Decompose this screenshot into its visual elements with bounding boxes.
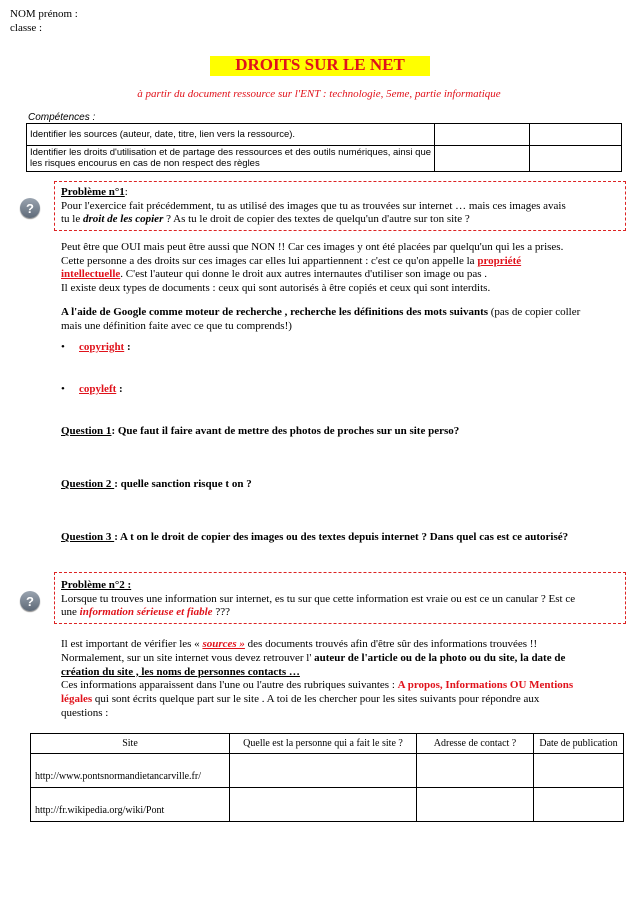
site-url: http://fr.wikipedia.org/wiki/Pont xyxy=(31,788,230,822)
text-span: Il est important de vérifier les « xyxy=(61,638,203,650)
table-header: Date de publication xyxy=(534,734,624,754)
text-span: : xyxy=(116,383,123,395)
text-span: A l'aide de Google comme moteur de recherche , recherche les définitions des mots suivants xyxy=(61,306,489,318)
text-span: auteur de l'article ou de la photo ou du site, la date de xyxy=(314,651,566,664)
table-row xyxy=(31,754,624,788)
text-span: : xyxy=(124,341,131,353)
probleme1-title: Problème n°1 xyxy=(61,186,125,198)
probleme2-title: Problème n°2 : xyxy=(61,579,132,591)
para-line: création du site , les noms de personnes contacts … xyxy=(61,665,300,678)
competence-text: Identifier les droits d'utilisation et de partage des ressources et des outils numériques, ainsi que les risques encourus en cas de non respect des règles xyxy=(27,146,435,172)
bullet-copyright xyxy=(61,341,131,354)
paragraph-droits xyxy=(61,241,563,295)
text-span: qui sont écrits quelque part sur le site . A toi de les chercher pour les sites suivants pour répondre aux xyxy=(92,693,540,706)
copyright-term: copyright xyxy=(79,341,125,353)
text-span: ? As tu le droit de copier des textes de quelqu'un d'autre sur ton site ? xyxy=(163,213,470,225)
text-span: . C'est l'auteur qui donne le droit aux autres internautes d'utiliser son image ou pas . xyxy=(120,268,487,280)
text-span: Cette personne a des droits sur ces images car elles lui appartiennent : c'est ce qu'on appelle la xyxy=(61,254,478,267)
text-span: tu le xyxy=(61,213,83,225)
table-cell xyxy=(230,788,417,822)
intellectuelle-text: intellectuelle xyxy=(61,268,121,280)
table-cell xyxy=(230,754,417,788)
competence-text: Identifier les sources (auteur, date, titre, lien vers la ressource). xyxy=(27,124,435,146)
table-cell xyxy=(534,754,624,788)
probleme2-line1: Lorsque tu trouves une information sur internet, es tu sur que cette information est vraie ou est ce un canular ? Est ce xyxy=(61,593,576,605)
probleme1-box xyxy=(54,181,626,231)
page-subtitle: à partir du document ressource sur l'ENT : technologie, 5eme, partie informatique xyxy=(137,88,501,100)
question-1 xyxy=(61,425,459,438)
competence-cell xyxy=(435,146,529,172)
paragraph-sources xyxy=(61,638,573,721)
info-fiable-text: information sérieuse et fiable xyxy=(79,606,213,618)
text-span: une xyxy=(61,606,80,618)
para-line: Il existe deux types de documents : ceux qui sont autorisés à être copiés et ceux qui sont interdits. xyxy=(61,281,491,294)
para-line: questions : xyxy=(61,706,109,719)
question-2 xyxy=(61,478,252,491)
probleme1-line1: Pour l'exercice fait précédemment, tu as utilisé des images que tu as trouvées sur internet … mais ces images avais xyxy=(61,200,566,212)
question-label: Question 2 xyxy=(61,478,115,490)
question-text: : quelle sanction risque t on ? xyxy=(114,478,252,490)
text-span: ??? xyxy=(212,606,230,618)
bullet-icon: • xyxy=(61,341,65,353)
propriete-text: propriété xyxy=(477,254,522,267)
competence-cell xyxy=(435,124,529,146)
table-header: Quelle est la personne qui a fait le site ? xyxy=(230,734,417,754)
question-text: : A t on le droit de copier des images ou des textes depuis internet ? Dans quel cas est ce autorisé? xyxy=(114,531,569,543)
droit-copier-text: droit de les copier xyxy=(83,213,164,225)
text-span: Normalement, sur un site internet vous devez retrouver l' xyxy=(61,651,315,664)
competence-cell xyxy=(529,146,621,172)
text-span: des documents trouvés afin d'être sûr des informations trouvées !! xyxy=(244,638,538,650)
probleme1-line2 xyxy=(61,213,470,226)
bullet-icon: • xyxy=(61,383,65,395)
table-cell xyxy=(417,754,534,788)
competence-cell xyxy=(529,124,621,146)
question-label: Question 1 xyxy=(61,425,112,437)
probleme2-box xyxy=(54,572,626,624)
google-instruction xyxy=(61,306,580,333)
sources-text: sources » xyxy=(202,638,245,650)
classe-label: classe : xyxy=(10,22,43,34)
legales-text: légales xyxy=(61,693,93,706)
para-line: Peut être que OUI mais peut être aussi que NON !! Car ces images y ont été placées par quelqu'un qui les a prises. xyxy=(61,241,564,253)
nom-prenom-label: NOM prénom : xyxy=(10,8,78,20)
para-line: mais une définition faite avec ce que tu comprends!) xyxy=(61,319,292,332)
bullet-copyleft xyxy=(61,383,123,396)
competences-table xyxy=(26,123,622,172)
competence-row xyxy=(27,124,622,146)
sites-table xyxy=(30,733,624,822)
table-header: Site xyxy=(31,734,230,754)
copyleft-term: copyleft xyxy=(79,383,117,395)
competences-label: Compétences : xyxy=(28,112,96,123)
site-url: http://www.pontsnormandietancarville.fr/ xyxy=(31,754,230,788)
probleme1-colon: : xyxy=(124,186,128,198)
question-label: Question 3 xyxy=(61,531,115,543)
question-text: : Que faut il faire avant de mettre des photos de proches sur un site perso? xyxy=(111,425,460,437)
question-icon: ? xyxy=(20,591,40,611)
probleme2-line2 xyxy=(61,606,230,619)
page-title: DROITS SUR LE NET xyxy=(235,55,405,74)
table-cell xyxy=(417,788,534,822)
competence-row xyxy=(27,146,622,172)
question-icon: ? xyxy=(20,198,40,218)
rubriques-text: A propos, Informations OU Mentions xyxy=(397,679,574,692)
table-header: Adresse de contact ? xyxy=(417,734,534,754)
table-cell xyxy=(534,788,624,822)
table-row xyxy=(31,788,624,822)
question-3 xyxy=(61,531,568,544)
text-span: (pas de copier coller xyxy=(488,306,581,318)
text-span: Ces informations apparaissent dans l'une ou l'autre des rubriques suivantes : xyxy=(61,679,398,692)
table-header-row xyxy=(31,734,624,754)
